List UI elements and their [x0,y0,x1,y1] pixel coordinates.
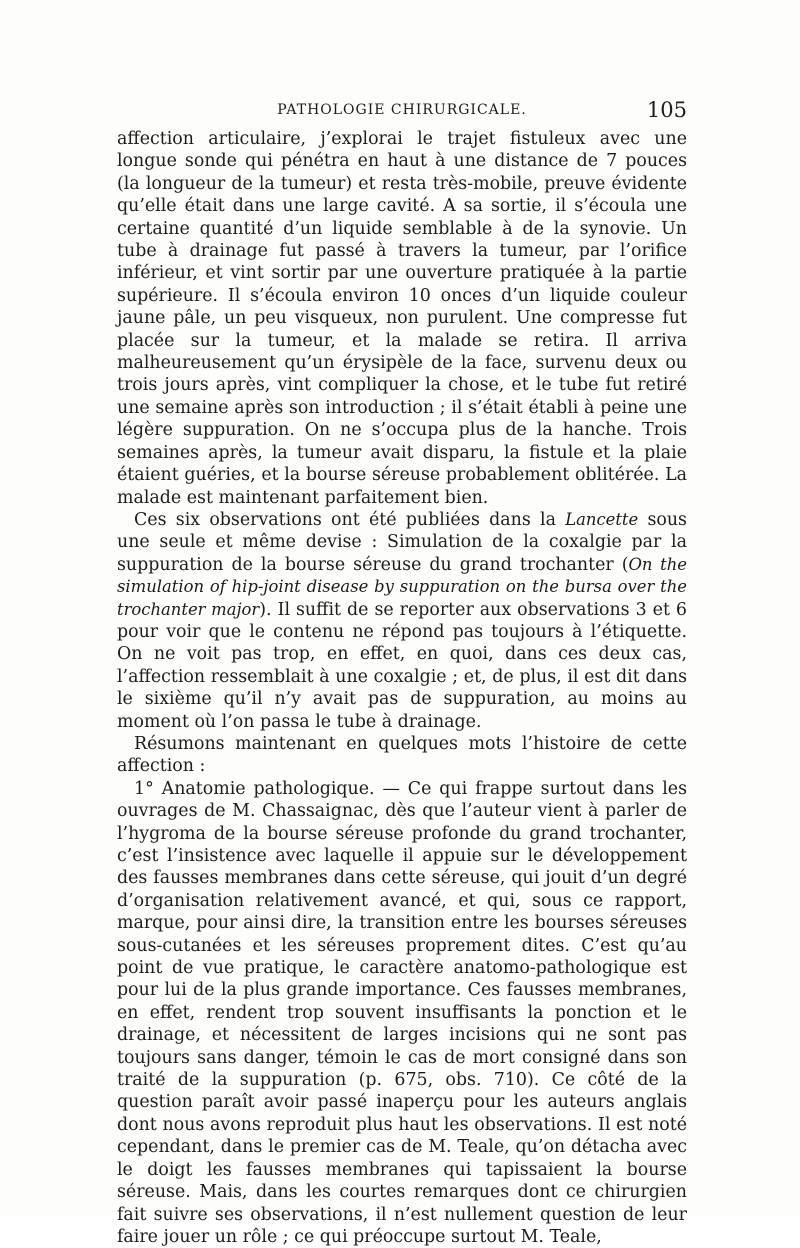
paragraph-text: Ces six observations ont été publiées dans la [134,509,566,530]
english-title: On the simulation of hip-joint disease by suppuration on the bursa over the trochanter major [117,554,688,619]
journal-title: Lancette [565,509,639,529]
paragraph-continuation: affection articulaire, j’explorai le trajet fistuleux avec une longue sonde qui pénétra en haut à une distance de 7 pouces (la longueur de la tumeur) et resta très-mobile, preuve évidente qu’elle était dans une large cavité. A sa sortie, il s’écoula une certaine quantité d’un liquide semblable à de la synovie. Un tube à drainage fut passé à travers la tumeur, par l’orifice inférieur, et vint sortir par une ouverture pratiquée à la partie supérieure. Il s’écoula environ 10 onces d’un liquide couleur jaune pâle, un peu visqueux, non purulent. Une compresse fut placée sur la tumeur, et la malade se retira. Il arriva malheureusement qu’un érysipèle de la face, survenu deux ou trois jours après, vint compliquer la chose, et le tube fut retiré une semaine après son introduction ; il s’était établi à peine une légère suppuration. On ne s’occupa plus de la hanche. Trois semaines après, la tumeur avait disparu, la fistule et la plaie étaient guéries, et la bourse séreuse probablement oblitérée. La malade est maintenant parfaitement bien. [117,129,687,508]
paragraph-observations [117,509,687,733]
paragraph-anatomy: 1° Anatomie pathologique. — Ce qui frappe surtout dans les ouvrages de M. Chassaignac, dès que l’auteur vient à parler de l’hygroma de la bourse séreuse profonde du grand trochanter, c’est l’insistence avec laquelle il appuie sur le développement des fausses membranes dans cette séreuse, qui jouit d’un degré d’organisation relativement avancé, et qui, sous ce rapport, marque, pour ainsi dire, la transition entre les bourses séreuses sous-cutanées et les séreuses proprement dites. C’est qu’au point de vue pratique, le caractère anatomo-pathologique est pour lui de la plus grande importance. Ces fausses membranes, en effet, rendent trop souvent insuffisants la ponction et le drainage, et nécessitent de larges incisions qui ne sont pas toujours sans danger, témoin le cas de mort consigné dans son traité de la suppuration (p. 675, obs. 710). Ce côté de la question paraît avoir passé inaperçu pour les auteurs anglais dont nous avons reproduit plus haut les observations. Il est noté cependant, dans le premier cas de M. Teale, qu’on détacha avec le doigt les fausses membranes qui tapissaient la bourse séreuse. Mais, dans les courtes remarques dont ce chirurgien fait suivre ses observations, il n’est nullement question de leur faire jouer un rôle ; ce qui préoccupe surtout M. Teale, [117,778,687,1247]
paragraph-text: ). Il suffit de se reporter aux observations 3 et 6 pour voir que le contenu ne répond pas toujours à l’étiquette. On ne voit pas trop, en effet, en quoi, dans ces deux cas, l’affection ressemblait à une coxalgie ; et, de plus, il est dit dans le sixième qu’il n’y avait pas de suppuration, au moins au moment où l’on passa le tube à drainage. [117,599,687,732]
body-text [117,128,687,1248]
page-header [117,98,687,124]
page-number: 105 [646,98,687,122]
paragraph-text: sous une seule et même devise : Simulation de la coxalgie par la suppuration de la bourse séreuse du grand trochanter ( [117,509,687,575]
running-head: PATHOLOGIE CHIRURGICALE. [277,102,527,118]
paragraph-summary-intro: Résumons maintenant en quelques mots l’histoire de cette affection : [117,733,687,777]
